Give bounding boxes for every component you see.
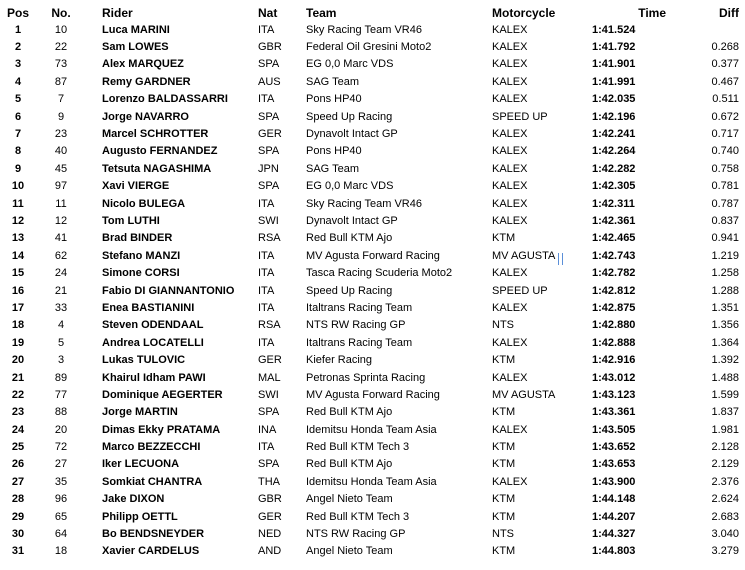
cell-time: 1:42.916: [592, 354, 636, 367]
header-nat[interactable]: Nat: [258, 5, 278, 20]
table-row[interactable]: [0, 317, 745, 334]
cell-diff: 2.128: [711, 441, 739, 454]
cell-nat: ITA: [258, 23, 275, 36]
cell-pos: 17: [11, 301, 25, 314]
cell-team: Speed Up Racing: [306, 110, 393, 123]
cell-diff: 0.268: [711, 41, 739, 54]
table-row[interactable]: [0, 195, 745, 212]
cell-motorcycle: SPEED UP: [492, 110, 548, 123]
header-number[interactable]: No.: [51, 5, 71, 20]
table-row[interactable]: [0, 404, 745, 421]
cell-time: 1:42.743: [592, 249, 636, 262]
cell-diff: 2.624: [711, 493, 739, 506]
cell-team: Kiefer Racing: [306, 354, 373, 367]
table-row[interactable]: [0, 56, 745, 73]
cell-team: Dynavolt Intact GP: [306, 214, 398, 227]
cell-team: Angel Nieto Team: [306, 545, 393, 558]
cell-time: 1:42.875: [592, 301, 636, 314]
cell-diff: 0.740: [711, 145, 739, 158]
cell-pos: 27: [11, 475, 25, 488]
cell-number: 96: [54, 493, 68, 506]
cell-motorcycle: MV AGUSTA: [492, 249, 556, 262]
cell-motorcycle: KALEX: [492, 371, 528, 384]
cell-number: 20: [54, 423, 68, 436]
cell-pos: 3: [14, 58, 22, 71]
header-diff[interactable]: Diff: [719, 5, 739, 20]
cell-pos: 9: [14, 162, 22, 175]
cell-nat: INA: [258, 423, 277, 436]
cell-motorcycle: KALEX: [492, 423, 528, 436]
results-table: [0, 4, 745, 560]
cell-motorcycle: KALEX: [492, 267, 528, 280]
cell-motorcycle: KALEX: [492, 93, 528, 106]
cell-team: Dynavolt Intact GP: [306, 128, 398, 141]
cell-diff: 2.129: [711, 458, 739, 471]
cell-pos: 18: [11, 319, 25, 332]
cell-pos: 2: [14, 41, 22, 54]
cell-rider: Augusto FERNANDEZ: [102, 145, 218, 158]
cell-number: 72: [54, 441, 68, 454]
table-row[interactable]: [0, 386, 745, 403]
cell-nat: SPA: [258, 406, 280, 419]
cell-nat: GER: [258, 354, 282, 367]
cell-rider: Khairul Idham PAWI: [102, 371, 206, 384]
table-row[interactable]: [0, 421, 745, 438]
cell-team: Sky Racing Team VR46: [306, 197, 422, 210]
table-row[interactable]: [0, 247, 745, 264]
cell-rider: Jorge MARTIN: [102, 406, 178, 419]
cell-pos: 16: [11, 284, 25, 297]
cell-number: 62: [54, 249, 68, 262]
cell-nat: ITA: [258, 441, 275, 454]
cell-time: 1:41.524: [592, 23, 636, 36]
cell-pos: 12: [11, 214, 25, 227]
cell-team: Tasca Racing Scuderia Moto2: [306, 267, 453, 280]
cell-nat: SPA: [258, 458, 280, 471]
cell-motorcycle: KTM: [492, 406, 516, 419]
cell-nat: SWI: [258, 214, 279, 227]
cell-rider: Enea BASTIANINI: [102, 301, 195, 314]
header-time[interactable]: Time: [638, 5, 666, 20]
cell-pos: 22: [11, 388, 25, 401]
cell-rider: Luca MARINI: [102, 23, 170, 36]
cell-rider: Philipp OETTL: [102, 510, 178, 523]
table-row[interactable]: [0, 351, 745, 368]
cell-pos: 14: [11, 249, 25, 262]
cell-number: 24: [54, 267, 68, 280]
cell-rider: Sam LOWES: [102, 41, 169, 54]
table-row[interactable]: [0, 508, 745, 525]
cell-time: 1:42.880: [592, 319, 636, 332]
cell-diff: 0.941: [711, 232, 739, 245]
table-row[interactable]: [0, 369, 745, 386]
cell-motorcycle: KALEX: [492, 475, 528, 488]
cell-motorcycle: SPEED UP: [492, 284, 548, 297]
table-row[interactable]: [0, 143, 745, 160]
cell-pos: 28: [11, 493, 25, 506]
cell-motorcycle: KALEX: [492, 75, 528, 88]
cell-nat: ITA: [258, 267, 275, 280]
cell-time: 1:44.148: [592, 493, 636, 506]
cell-diff: 0.511: [712, 93, 739, 106]
cell-time: 1:42.241: [592, 128, 636, 141]
cell-team: SAG Team: [306, 162, 359, 175]
cell-nat: ITA: [258, 284, 275, 297]
table-row[interactable]: [0, 456, 745, 473]
cell-team: Italtrans Racing Team: [306, 301, 413, 314]
cell-rider: Alex MARQUEZ: [102, 58, 184, 71]
cell-team: Speed Up Racing: [306, 284, 393, 297]
cell-diff: 1.488: [711, 371, 739, 384]
cell-time: 1:43.012: [592, 371, 636, 384]
cell-time: 1:42.465: [592, 232, 636, 245]
header-motorcycle[interactable]: Motorcycle: [492, 5, 556, 20]
cell-diff: 3.040: [711, 528, 739, 541]
cell-team: MV Agusta Forward Racing: [306, 388, 440, 401]
cell-diff: 0.467: [711, 75, 739, 88]
cell-nat: ITA: [258, 249, 275, 262]
cell-time: 1:42.782: [592, 267, 636, 280]
cell-team: Angel Nieto Team: [306, 493, 393, 506]
cell-rider: Lorenzo BALDASSARRI: [102, 93, 228, 106]
table-row[interactable]: [0, 91, 745, 108]
cell-motorcycle: KTM: [492, 545, 516, 558]
cell-number: 23: [54, 128, 68, 141]
cell-rider: Xavier CARDELUS: [102, 545, 200, 558]
cell-pos: 4: [14, 75, 22, 88]
cell-pos: 6: [14, 110, 22, 123]
cell-pos: 5: [14, 93, 22, 106]
cell-rider: Nicolo BULEGA: [102, 197, 186, 210]
cell-nat: ITA: [258, 301, 275, 314]
cell-motorcycle: KALEX: [492, 301, 528, 314]
cell-number: 40: [54, 145, 68, 158]
cell-diff: 1.288: [711, 284, 739, 297]
cell-number: 41: [54, 232, 68, 245]
cell-nat: GER: [258, 510, 282, 523]
cell-number: 77: [54, 388, 68, 401]
table-row[interactable]: [0, 438, 745, 455]
cell-nat: GER: [258, 128, 282, 141]
table-row[interactable]: [0, 334, 745, 351]
cell-pos: 21: [11, 371, 25, 384]
cell-rider: Dimas Ekky PRATAMA: [102, 423, 221, 436]
cell-pos: 20: [11, 354, 25, 367]
cell-time: 1:43.900: [592, 475, 636, 488]
cell-nat: RSA: [258, 319, 281, 332]
cell-team: NTS RW Racing GP: [306, 528, 406, 541]
cell-time: 1:42.196: [592, 110, 636, 123]
cell-diff: 1.258: [711, 267, 739, 280]
results-body: [0, 21, 745, 560]
cell-rider: Remy GARDNER: [102, 75, 191, 88]
table-row[interactable]: [0, 543, 745, 560]
cell-rider: Andrea LOCATELLI: [102, 336, 204, 349]
cell-rider: Jorge NAVARRO: [102, 110, 189, 123]
cell-pos: 23: [11, 406, 25, 419]
table-row[interactable]: [0, 108, 745, 125]
cell-time: 1:41.792: [592, 41, 636, 54]
cell-number: 73: [54, 58, 68, 71]
cell-time: 1:44.327: [592, 528, 636, 541]
table-row[interactable]: [0, 178, 745, 195]
cell-number: 35: [54, 475, 68, 488]
cell-nat: MAL: [258, 371, 281, 384]
cell-team: SAG Team: [306, 75, 359, 88]
cell-diff: 0.717: [711, 128, 739, 141]
cell-pos: 13: [11, 232, 25, 245]
cell-time: 1:42.305: [592, 180, 636, 193]
cell-rider: Iker LECUONA: [102, 458, 180, 471]
cell-rider: Brad BINDER: [102, 232, 173, 245]
cell-nat: ITA: [258, 197, 275, 210]
cell-time: 1:43.652: [592, 441, 636, 454]
table-row[interactable]: [0, 160, 745, 177]
cell-motorcycle: KTM: [492, 232, 516, 245]
cell-time: 1:42.311: [592, 197, 635, 210]
cell-pos: 30: [11, 528, 25, 541]
cell-motorcycle: NTS: [492, 528, 514, 541]
cell-nat: SWI: [258, 388, 279, 401]
cell-diff: 1.599: [711, 388, 739, 401]
cell-time: 1:44.803: [592, 545, 636, 558]
cell-nat: JPN: [258, 162, 279, 175]
cell-nat: AND: [258, 545, 282, 558]
cell-rider: Bo BENDSNEYDER: [102, 528, 205, 541]
cell-team: Petronas Sprinta Racing: [306, 371, 426, 384]
cell-diff: 1.356: [711, 319, 739, 332]
cell-nat: ITA: [258, 93, 275, 106]
cell-time: 1:43.505: [592, 423, 636, 436]
cell-team: MV Agusta Forward Racing: [306, 249, 440, 262]
cell-team: Red Bull KTM Ajo: [306, 406, 393, 419]
cell-nat: ITA: [258, 336, 275, 349]
cell-number: 21: [54, 284, 68, 297]
header-pos[interactable]: Pos: [6, 5, 29, 20]
cell-team: Idemitsu Honda Team Asia: [306, 423, 437, 436]
text-cursor: [558, 253, 563, 265]
cell-number: 4: [57, 319, 65, 332]
cell-time: 1:42.361: [592, 214, 636, 227]
table-row[interactable]: [0, 125, 745, 142]
cell-time: 1:41.991: [592, 75, 636, 88]
cell-motorcycle: MV AGUSTA: [492, 388, 556, 401]
cell-time: 1:42.282: [592, 162, 636, 175]
table-row[interactable]: [0, 21, 745, 38]
cell-team: Red Bull KTM Ajo: [306, 232, 393, 245]
cell-diff: 0.781: [711, 180, 739, 193]
cell-diff: 1.392: [711, 354, 739, 367]
cell-motorcycle: KTM: [492, 493, 516, 506]
cell-team: Federal Oil Gresini Moto2: [306, 41, 432, 54]
cell-motorcycle: KALEX: [492, 180, 528, 193]
cell-diff: [672, 21, 745, 38]
cell-pos: 29: [11, 510, 25, 523]
cell-motorcycle: KALEX: [492, 162, 528, 175]
cell-team: Pons HP40: [306, 145, 362, 158]
cell-nat: SPA: [258, 58, 280, 71]
cell-number: 97: [54, 180, 68, 193]
cell-pos: 1: [14, 23, 22, 36]
header-rider[interactable]: Rider: [102, 5, 133, 20]
cell-team: Red Bull KTM Tech 3: [306, 441, 410, 454]
cell-team: EG 0,0 Marc VDS: [306, 180, 394, 193]
cell-pos: 24: [11, 423, 25, 436]
cell-time: 1:43.123: [592, 388, 636, 401]
cell-motorcycle: KALEX: [492, 23, 528, 36]
cell-rider: Tetsuta NAGASHIMA: [102, 162, 212, 175]
cell-rider: Marco BEZZECCHI: [102, 441, 201, 454]
cell-number: 5: [57, 336, 65, 349]
cell-nat: SPA: [258, 180, 280, 193]
cell-team: NTS RW Racing GP: [306, 319, 406, 332]
cell-diff: 0.377: [711, 58, 739, 71]
cell-rider: Simone CORSI: [102, 267, 180, 280]
cell-diff: 1.837: [711, 406, 739, 419]
cell-number: 87: [54, 75, 68, 88]
table-row[interactable]: [0, 473, 745, 490]
cell-diff: 1.981: [711, 423, 739, 436]
cell-motorcycle: KALEX: [492, 41, 528, 54]
cell-pos: 11: [12, 197, 24, 210]
cell-nat: GBR: [258, 493, 282, 506]
cell-nat: SPA: [258, 110, 280, 123]
cell-motorcycle: KTM: [492, 441, 516, 454]
cell-diff: 0.672: [711, 110, 739, 123]
cell-time: 1:42.812: [592, 284, 636, 297]
cell-number: 7: [57, 93, 65, 106]
cell-nat: THA: [258, 475, 280, 488]
cell-nat: GBR: [258, 41, 282, 54]
cell-pos: 15: [11, 267, 25, 280]
cell-number: 10: [54, 23, 68, 36]
cell-nat: RSA: [258, 232, 281, 245]
cell-number: 12: [54, 214, 68, 227]
cell-motorcycle: KTM: [492, 354, 516, 367]
cell-diff: 0.787: [711, 197, 739, 210]
cell-number: 3: [57, 354, 65, 367]
cell-rider: Tom LUTHI: [102, 214, 160, 227]
cell-time: 1:43.653: [592, 458, 636, 471]
cell-number: 65: [54, 510, 68, 523]
cell-rider: Lukas TULOVIC: [102, 354, 186, 367]
cell-motorcycle: KALEX: [492, 197, 528, 210]
cell-time: 1:43.361: [592, 406, 636, 419]
header-team[interactable]: Team: [306, 5, 337, 20]
cell-number: 22: [54, 41, 68, 54]
cell-pos: 10: [11, 180, 25, 193]
cell-team: Sky Racing Team VR46: [306, 23, 422, 36]
cell-diff: 1.219: [711, 249, 739, 262]
cell-motorcycle: KTM: [492, 458, 516, 471]
cell-pos: 26: [11, 458, 25, 471]
cell-rider: Fabio DI GIANNANTONIO: [102, 284, 235, 297]
cell-team: Red Bull KTM Ajo: [306, 458, 393, 471]
cell-pos: 19: [11, 336, 25, 349]
table-row[interactable]: [0, 230, 745, 247]
cell-team: EG 0,0 Marc VDS: [306, 58, 394, 71]
cell-diff: 3.279: [711, 545, 739, 558]
cell-motorcycle: KALEX: [492, 145, 528, 158]
cell-number: 27: [54, 458, 68, 471]
cell-number: 18: [54, 545, 68, 558]
cell-number: 33: [54, 301, 68, 314]
cell-diff: 2.683: [711, 510, 739, 523]
cell-time: 1:42.888: [592, 336, 636, 349]
cell-diff: 0.758: [711, 162, 739, 175]
cell-time: 1:42.035: [592, 93, 636, 106]
cell-number: 89: [54, 371, 68, 384]
cell-pos: 25: [11, 441, 25, 454]
cell-diff: 1.364: [711, 336, 739, 349]
cell-number: 45: [54, 162, 68, 175]
table-row[interactable]: [0, 264, 745, 281]
cell-diff: 2.376: [711, 475, 739, 488]
cell-pos: 8: [14, 145, 22, 158]
cell-team: Italtrans Racing Team: [306, 336, 413, 349]
table-row[interactable]: [0, 282, 745, 299]
cell-diff: 1.351: [711, 301, 739, 314]
cell-rider: Steven ODENDAAL: [102, 319, 204, 332]
cell-motorcycle: KALEX: [492, 58, 528, 71]
cell-time: 1:42.264: [592, 145, 636, 158]
cell-rider: Stefano MANZI: [102, 249, 181, 262]
cell-rider: Somkiat CHANTRA: [102, 475, 203, 488]
cell-motorcycle: KALEX: [492, 214, 528, 227]
cell-rider: Xavi VIERGE: [102, 180, 170, 193]
cell-motorcycle: KTM: [492, 510, 516, 523]
cell-rider: Dominique AEGERTER: [102, 388, 223, 401]
cell-number: 11: [55, 197, 67, 210]
cell-team: Idemitsu Honda Team Asia: [306, 475, 437, 488]
table-row[interactable]: [0, 38, 745, 55]
cell-rider: Jake DIXON: [102, 493, 165, 506]
cell-time: 1:41.901: [592, 58, 636, 71]
cell-rider: Marcel SCHROTTER: [102, 128, 209, 141]
cell-time: 1:44.207: [592, 510, 636, 523]
table-row[interactable]: [0, 525, 745, 542]
cell-number: 9: [57, 110, 65, 123]
cell-nat: NED: [258, 528, 282, 541]
cell-pos: 31: [11, 545, 25, 558]
cell-motorcycle: KALEX: [492, 128, 528, 141]
table-row[interactable]: [0, 491, 745, 508]
cell-motorcycle: KALEX: [492, 336, 528, 349]
cell-nat: SPA: [258, 145, 280, 158]
cell-number: 64: [54, 528, 68, 541]
cell-team: Pons HP40: [306, 93, 362, 106]
cell-pos: 7: [14, 128, 22, 141]
table-row[interactable]: [0, 212, 745, 229]
table-row[interactable]: [0, 299, 745, 316]
table-row[interactable]: [0, 73, 745, 90]
cell-number: 88: [54, 406, 68, 419]
cell-diff: 0.837: [711, 214, 739, 227]
cell-nat: AUS: [258, 75, 281, 88]
header-row: [0, 4, 745, 21]
cell-motorcycle: NTS: [492, 319, 514, 332]
cell-team: Red Bull KTM Tech 3: [306, 510, 410, 523]
